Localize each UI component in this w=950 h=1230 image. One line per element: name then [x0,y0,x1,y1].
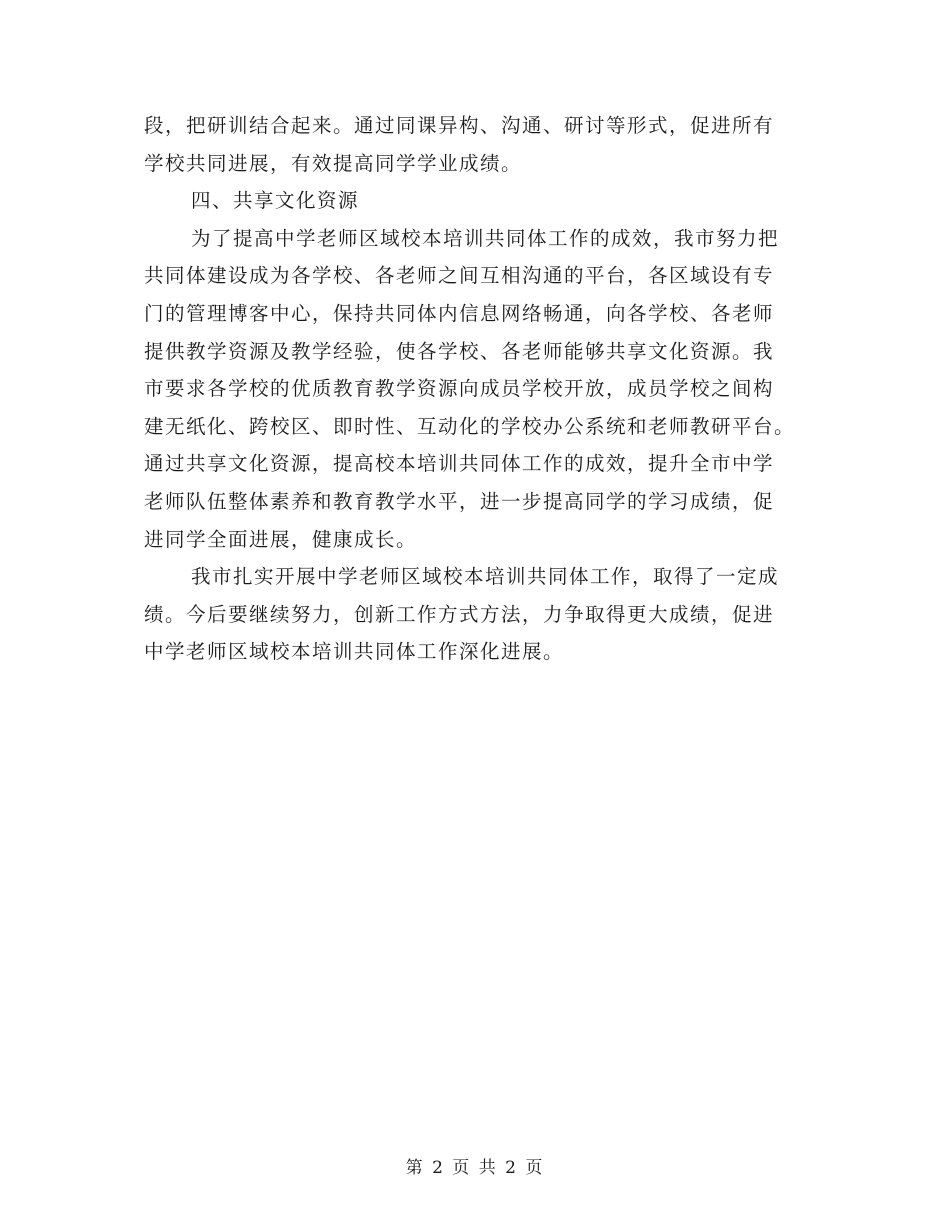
text-line-4: 为了提高中学老师区域校本培训共同体工作的成效，我市努力把 [191,226,780,250]
text-line-8: 市要求各学校的优质教育教学资源向成员学校开放，成员学校之间构 [144,377,775,401]
text-line-13: 我市扎实开展中学老师区域校本培训共同体工作，取得了一定成 [191,565,780,589]
text-line-1: 段，把研训结合起来。通过同课异构、沟通、研讨等形式，促进所有 [144,114,775,137]
text-line-12: 进同学全面进展，健康成长。 [144,527,418,551]
text-line-11: 老师队伍整体素养和教育教学水平，进一步提高同学的学习成绩，促 [144,489,775,513]
text-line-10: 通过共享文化资源，提高校本培训共同体工作的成效，提升全市中学 [144,452,775,476]
text-line-9: 建无纸化、跨校区、即时性、互动化的学校办公系统和老师教研平台。 [144,414,796,438]
document-body [144,107,809,671]
section-heading: 四、共享文化资源 [191,189,360,213]
text-line-14: 绩。今后要继续努力，创新工作方式方法，力争取得更大成绩，促进 [144,602,775,626]
text-line-15: 中学老师区域校本培训共同体工作深化进展。 [144,640,565,664]
text-line-7: 提供教学资源及教学经验，使各学校、各老师能够共享文化资源。我 [144,339,775,363]
text-line-2: 学校共同进展，有效提高同学学业成绩。 [144,151,523,175]
page-number-footer: 第 2 页 共 2 页 [405,1158,545,1178]
text-line-5: 共同体建设成为各学校、各老师之间互相沟通的平台，各区域设有专 [144,264,775,288]
text-line-6: 门的管理博客中心，保持共同体内信息网络畅通，向各学校、各老师 [144,301,775,325]
